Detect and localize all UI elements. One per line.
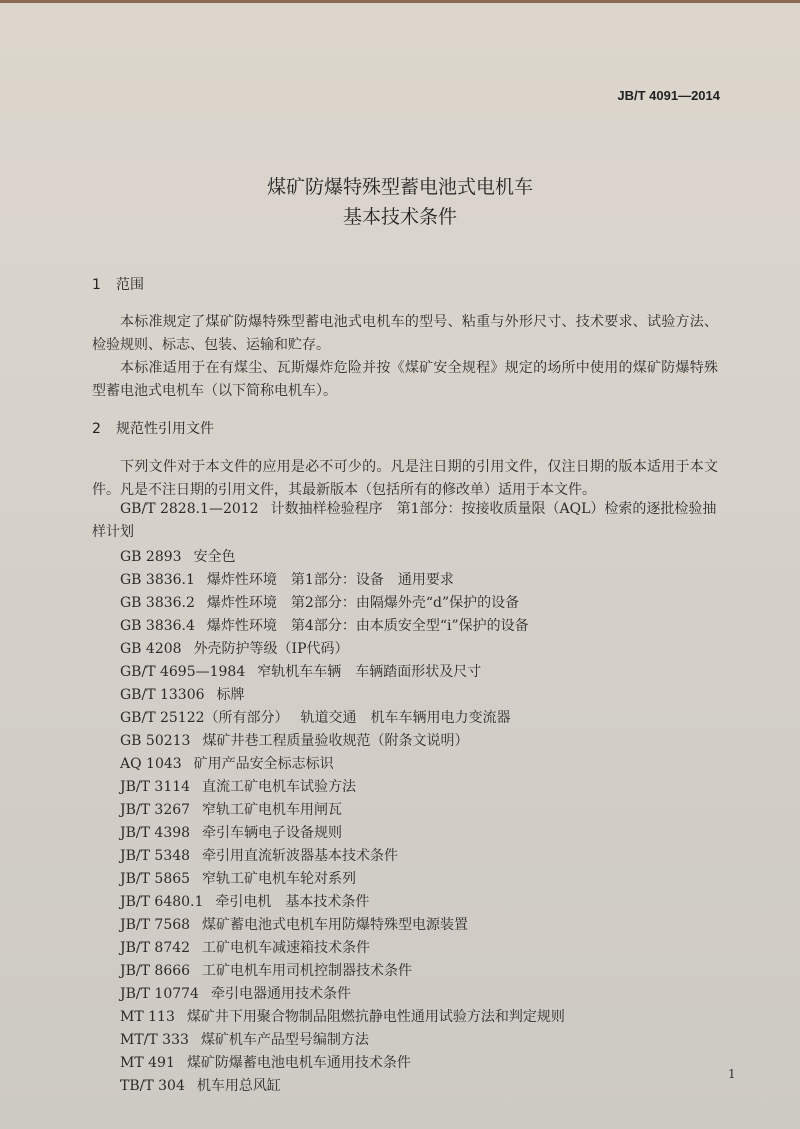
reference-title: 爆炸性环境 第2部分：由隔爆外壳“d”保护的设备 <box>206 595 520 611</box>
page-number: 1 <box>728 1067 736 1081</box>
reference-item <box>120 1006 565 1026</box>
reference-title: 煤矿防爆蓄电池电机车通用技术条件 <box>186 1055 411 1071</box>
reference-item <box>120 960 412 980</box>
section-title: 规范性引用文件 <box>116 421 214 437</box>
reference-item <box>120 914 468 934</box>
reference-title: 外壳防护等级（IP代码） <box>193 641 349 657</box>
scope-paragraph-2: 本标准适用于在有煤尘、瓦斯爆炸危险并按《煤矿安全规程》规定的场所中使用的煤矿防爆特殊型蓄电池式电机车（以下简称电机车）。 <box>92 360 718 399</box>
reference-title: 煤矿井巷工程质量验收规范（附条文说明） <box>202 733 469 749</box>
reference-code: JB/T 4398 <box>120 825 191 841</box>
reference-title: 牵引用直流斩波器基本技术条件 <box>202 848 399 864</box>
reference-title: 煤矿井下用聚合物制品阻燃抗静电性通用试验方法和判定规则 <box>186 1009 565 1025</box>
reference-title: 直流工矿电机车试验方法 <box>202 779 357 795</box>
reference-code: GB/T 25122（所有部分） <box>120 710 289 726</box>
section-heading-normative-references <box>92 418 214 438</box>
reference-item <box>120 707 511 727</box>
reference-item <box>92 498 718 544</box>
reference-item <box>120 1075 281 1095</box>
reference-code: JB/T 5865 <box>120 871 191 887</box>
title-line-1: 煤矿防爆特殊型蓄电池式电机车 <box>266 176 533 198</box>
scope-paragraph-1: 本标准规定了煤矿防爆特殊型蓄电池式电机车的型号、粘重与外形尺寸、技术要求、试验方法、检验规则、标志、包装、运输和贮存。 <box>92 314 718 353</box>
reference-title: 轨道交通 机车车辆用电力变流器 <box>300 710 511 726</box>
reference-code: GB 4208 <box>120 641 182 657</box>
document-title <box>0 172 800 232</box>
section-heading-scope <box>92 274 144 294</box>
reference-code: GB 3836.1 <box>120 572 195 588</box>
reference-item <box>120 753 334 773</box>
reference-code: MT 491 <box>120 1055 175 1071</box>
reference-item <box>120 937 370 957</box>
reference-code: MT/T 333 <box>120 1032 189 1048</box>
reference-title: 安全色 <box>193 549 236 565</box>
reference-title: 矿用产品安全标志标识 <box>193 756 334 772</box>
reference-code: GB 3836.4 <box>120 618 195 634</box>
reference-title: 牵引电机 基本技术条件 <box>215 894 370 910</box>
reference-item <box>120 1029 369 1049</box>
reference-item <box>120 799 342 819</box>
reference-code: JB/T 8666 <box>120 963 191 979</box>
reference-item <box>120 638 349 658</box>
reference-code: JB/T 3267 <box>120 802 191 818</box>
section-number: 1 <box>92 277 101 293</box>
reference-code: GB/T 2828.1—2012 <box>120 501 259 517</box>
reference-title: 煤矿机车产品型号编制方法 <box>200 1032 369 1048</box>
reference-title: 工矿电机车用司机控制器技术条件 <box>202 963 413 979</box>
reference-item <box>120 983 351 1003</box>
reference-title: 标牌 <box>216 687 245 703</box>
reference-item <box>120 868 356 888</box>
reference-item <box>120 684 245 704</box>
standard-code: JB/T 4091—2014 <box>617 88 720 103</box>
reference-code: JB/T 6480.1 <box>120 894 204 910</box>
reference-item <box>120 661 481 681</box>
reference-code: MT 113 <box>120 1009 175 1025</box>
reference-item <box>120 592 519 612</box>
reference-item <box>120 546 236 566</box>
reference-title: 窄轨工矿电机车用闸瓦 <box>202 802 343 818</box>
reference-item <box>120 730 468 750</box>
section-number: 2 <box>92 421 101 437</box>
reference-code: GB 2893 <box>120 549 182 565</box>
reference-title: 牵引车辆电子设备规则 <box>202 825 343 841</box>
references-intro-paragraph: 下列文件对于本文件的应用是必不可少的。凡是注日期的引用文件，仅注日期的版本适用于本文件。凡是不注日期的引用文件，其最新版本（包括所有的修改单）适用于本文件。 <box>92 459 718 498</box>
section-title: 范围 <box>116 277 144 293</box>
reference-code: GB/T 4695—1984 <box>120 664 246 680</box>
reference-item <box>120 822 342 842</box>
reference-code: JB/T 10774 <box>120 986 199 1002</box>
reference-title: 工矿电机车减速箱技术条件 <box>202 940 371 956</box>
reference-item <box>120 569 454 589</box>
reference-title: 窄轨工矿电机车轮对系列 <box>202 871 357 887</box>
reference-code: GB/T 13306 <box>120 687 205 703</box>
reference-code: JB/T 7568 <box>120 917 191 933</box>
reference-code: GB 3836.2 <box>120 595 195 611</box>
reference-title: 牵引电器通用技术条件 <box>210 986 351 1002</box>
reference-item <box>120 891 369 911</box>
reference-code: JB/T 8742 <box>120 940 191 956</box>
reference-code: GB 50213 <box>120 733 191 749</box>
reference-item <box>120 1052 411 1072</box>
reference-title: 爆炸性环境 第4部分：由本质安全型“i”保护的设备 <box>206 618 529 634</box>
reference-title: 计数抽样检验程序 第1部分：按接收质量限（AQL）检索的逐批检验抽样计划 <box>92 501 717 540</box>
reference-code: JB/T 5348 <box>120 848 191 864</box>
reference-title: 爆炸性环境 第1部分：设备 通用要求 <box>206 572 454 588</box>
reference-code: AQ 1043 <box>120 756 182 772</box>
reference-code: TB/T 304 <box>120 1078 185 1094</box>
reference-code: JB/T 3114 <box>120 779 191 795</box>
reference-title: 窄轨机车车辆 车辆踏面形状及尺寸 <box>257 664 482 680</box>
reference-title: 煤矿蓄电池式电机车用防爆特殊型电源装置 <box>202 917 469 933</box>
reference-item <box>120 615 529 635</box>
reference-item <box>120 776 356 796</box>
reference-title: 机车用总风缸 <box>196 1078 281 1094</box>
title-line-2: 基本技术条件 <box>342 206 457 228</box>
reference-item <box>120 845 398 865</box>
